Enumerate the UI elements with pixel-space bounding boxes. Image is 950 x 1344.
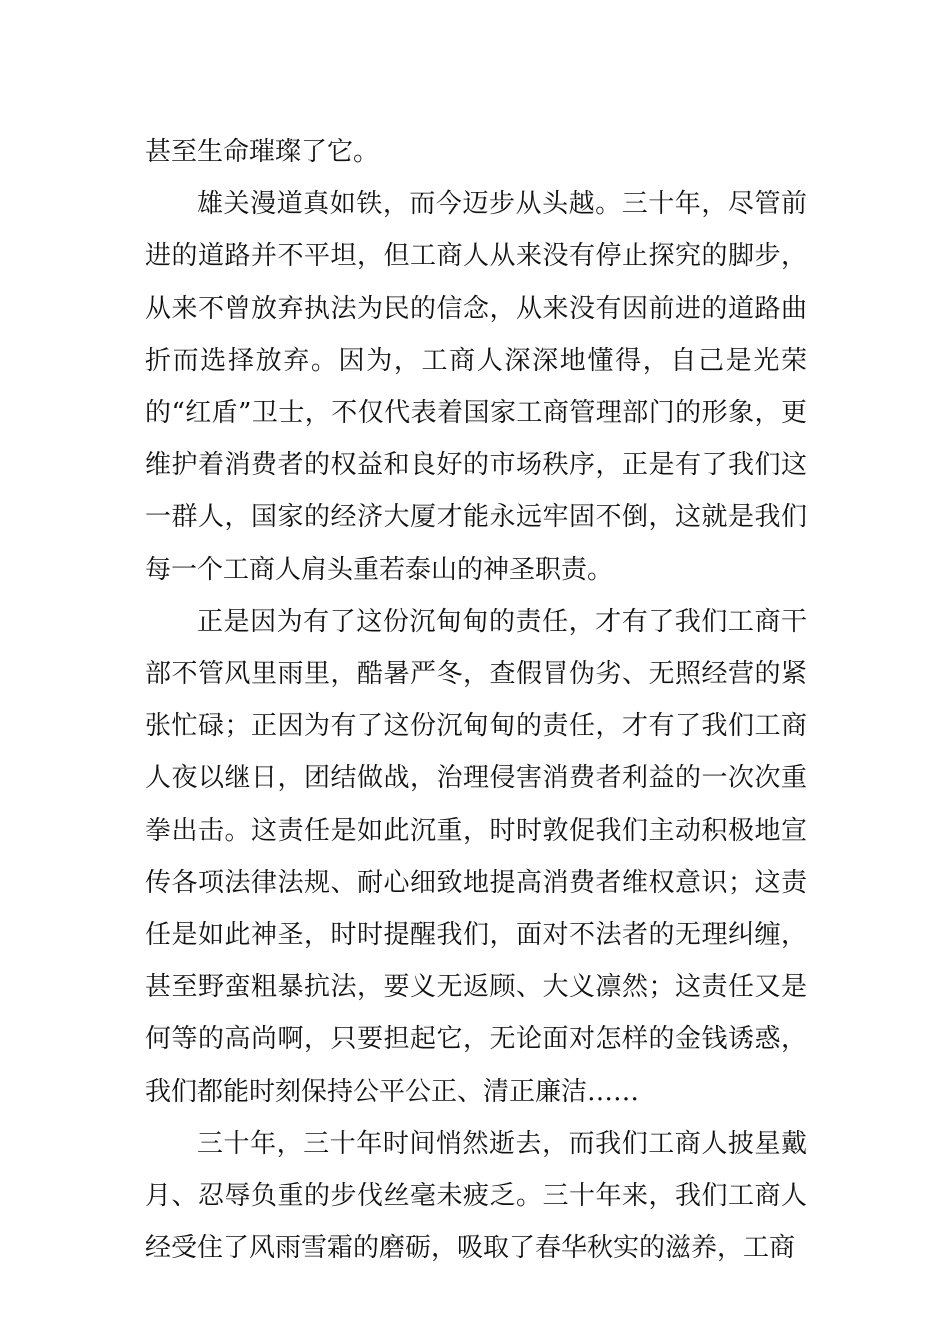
document-page (145, 126, 807, 1274)
paragraph: 三十年，三十年时间悄然逝去，而我们工商人披星戴月、忍辱负重的步伐丝毫未疲乏。三十年来，我们工商人经受住了风雨雪霜的磨砺，吸取了春华秋实的滋养，工商 (145, 1128, 807, 1264)
paragraph: 雄关漫道真如铁，而今迈步从头越。三十年，尽管前进的道路并不平坦，但工商人从来没有停止探究的脚步，从来不曾放弃执法为民的信念，从来没有因前进的道路曲折而选择放弃。因为，工商人深深地懂得，自己是光荣的“红盾”卫士，不仅代表着国家工商管理部门的形象，更维护着消费者的权益和良好的市场秩序，正是有了我们这一群人，国家的经济大厦才能永远牢固不倒，这就是我们每一个工商人肩头重若泰山的神圣职责。 (145, 189, 807, 585)
paragraph-continuation: 甚至生命璀璨了它。 (145, 137, 380, 167)
paragraph: 正是因为有了这份沉甸甸的责任，才有了我们工商干部不管风里雨里，酷暑严冬，查假冒伪劣、无照经营的紧张忙碌；正因为有了这份沉甸甸的责任，才有了我们工商人夜以继日，团结做战，治理侵害消费者利益的一次次重拳出击。这责任是如此沉重，时时敦促我们主动积极地宣传各项法律法规、耐心细致地提高消费者维权意识；这责任是如此神圣，时时提醒我们，面对不法者的无理纠缠，甚至野蛮粗暴抗法，要义无返顾、大义凛然；这责任又是何等的高尚啊，只要担起它，无论面对怎样的金钱诱惑，我们都能时刻保持公平公正、清正廉洁…… (145, 606, 807, 1107)
